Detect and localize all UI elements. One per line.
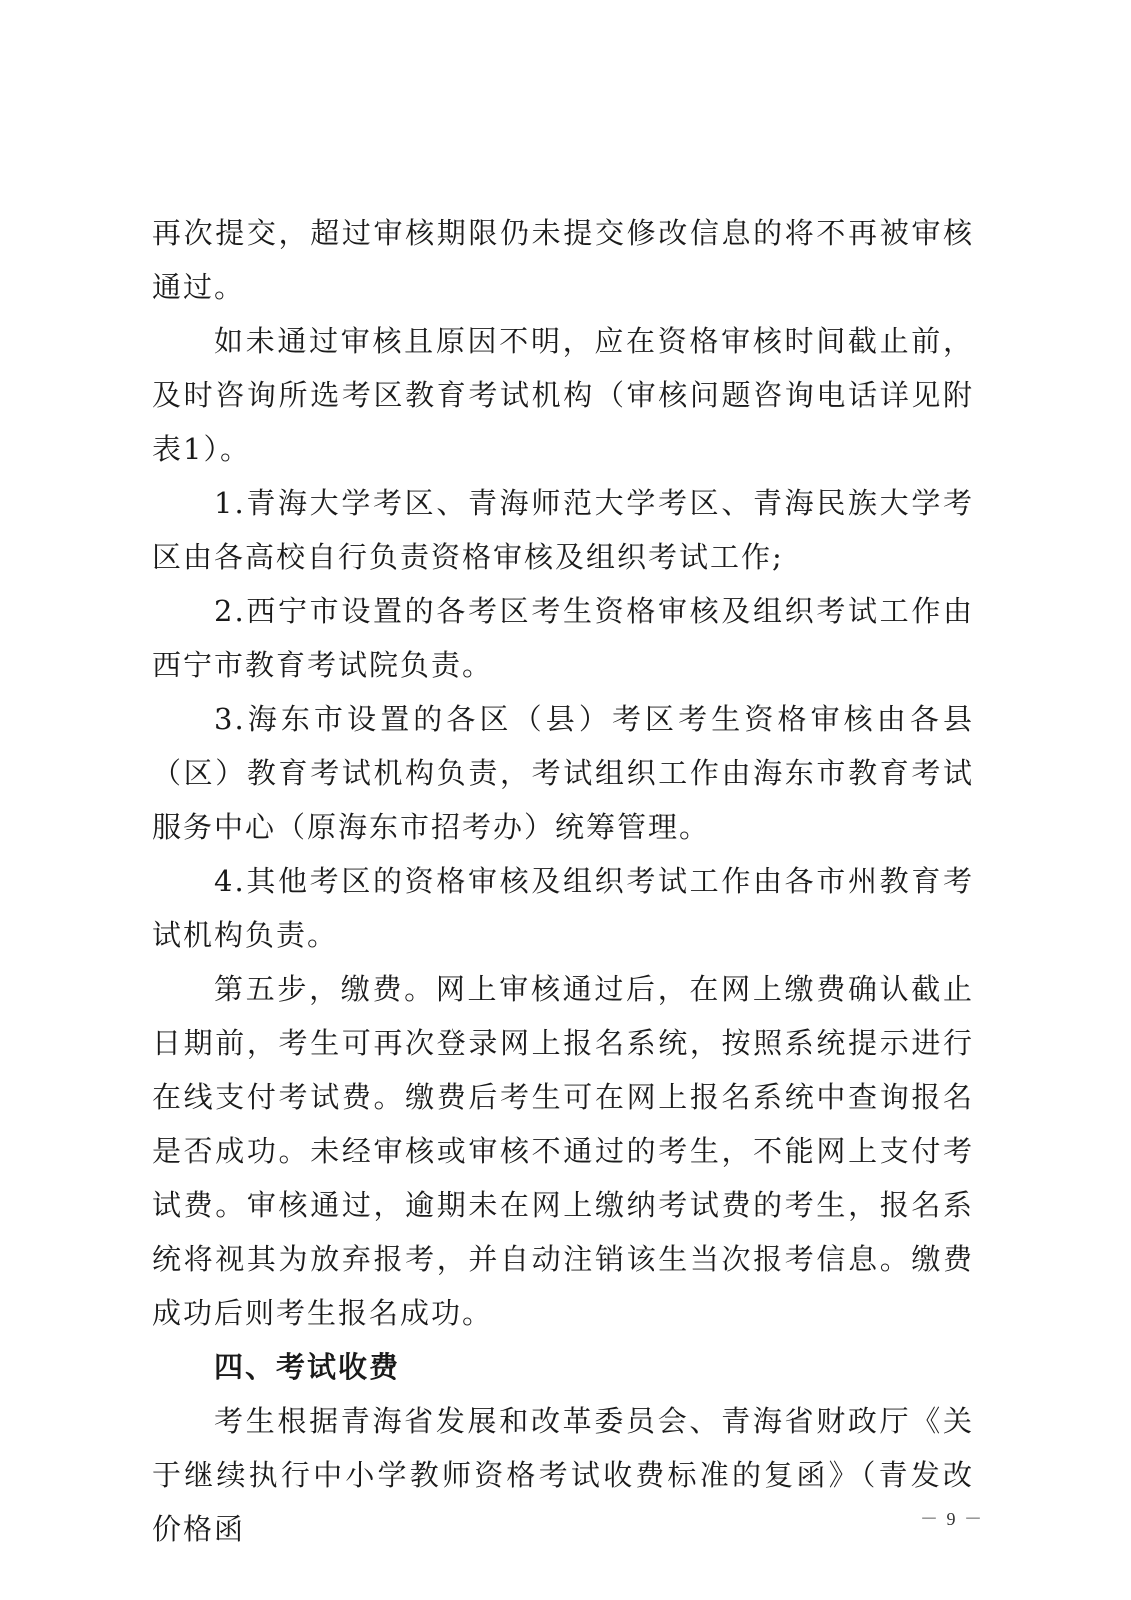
paragraph-review-inquiry: 如未通过审核且原因不明，应在资格审核时间截止前，及时咨询所选考区教育考试机构（审核问题咨询电话详见附表1）。 (152, 324, 974, 466)
paragraph-item-4: 4.其他考区的资格审核及组织考试工作由各市州教育考试机构负责。 (152, 864, 974, 952)
paragraph-step-5-payment: 第五步，缴费。网上审核通过后，在网上缴费确认截止日期前，考生可再次登录网上报名系统，按照系统提示进行在线支付考试费。缴费后考生可在网上报名系统中查询报名是否成功。未经审核或审核不通过的考生，不能网上支付考试费。审核通过，逾期未在网上缴纳考试费的考生，报名系统将视其为放弃报考，并自动注销该生当次报考信息。缴费成功后则考生报名成功。 (152, 972, 974, 1330)
section-heading-fees: 四、考试收费 (214, 1350, 401, 1384)
paragraph-fees-basis: 考生根据青海省发展和改革委员会、青海省财政厅《关于继续执行中小学教师资格考试收费标准的复函》（青发改价格函 (152, 1404, 974, 1546)
document-body (152, 206, 974, 1556)
paragraph-item-1: 1.青海大学考区、青海师范大学考区、青海民族大学考区由各高校自行负责资格审核及组织考试工作; (152, 486, 974, 574)
paragraph-continuation: 再次提交，超过审核期限仍未提交修改信息的将不再被审核通过。 (152, 216, 974, 304)
page-number: － 9 － (920, 1509, 984, 1529)
paragraph-item-3: 3.海东市设置的各区（县）考区考生资格审核由各县（区）教育考试机构负责，考试组织工作由海东市教育考试服务中心（原海东市招考办）统筹管理。 (152, 702, 974, 844)
paragraph-item-2: 2.西宁市设置的各考区考生资格审核及组织考试工作由西宁市教育考试院负责。 (152, 594, 974, 682)
